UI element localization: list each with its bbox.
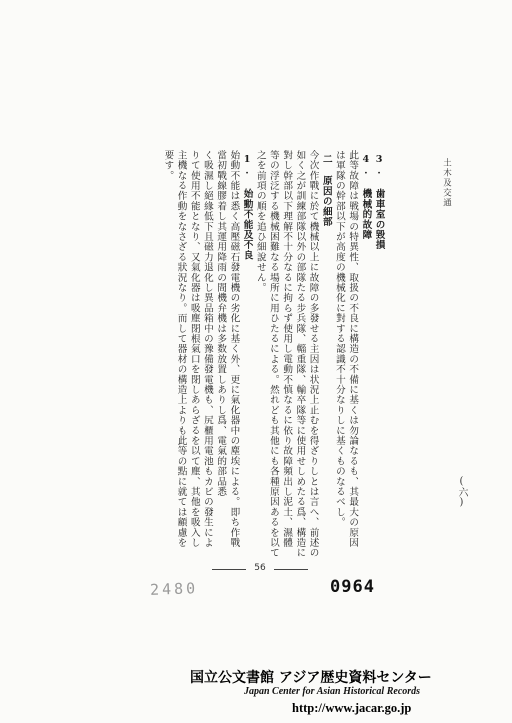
body-text-column: は軍隊の幹部以下が高度の機械化に對する認識不十分なりしに基くものなるべし。	[333, 150, 345, 528]
section-heading: 1. 始動不能及不良	[241, 154, 253, 261]
body-text-column: 始動不能は悉く高壓磁石發電機の劣化に基く外、更に氣化器中の塵埃による。即ち作戰	[228, 150, 240, 548]
page-number-text: 56	[254, 563, 266, 573]
footer-japanese-title: 国立公文書館 アジア歴史資料センター	[190, 670, 432, 686]
page-number	[212, 563, 308, 575]
body-text-column: 當初戰線膠着し其運用降雨の間機弁機は多数放置しありし爲、電氣的部品悉	[215, 150, 227, 497]
footer-english-title: Japan Center for Asian Historical Records	[244, 686, 421, 697]
body-text-column: く吸濕し絕緣低下且磁力退化し異品箱中の豫備發電機も、尻櫃用電池もカビの發生によ	[201, 150, 213, 548]
archive-footer	[180, 667, 506, 723]
page-mark: (六)	[456, 476, 467, 508]
document-number: 0964	[330, 577, 375, 597]
body-text-column: 對し幹部以下理解不十分なるに拘らず使用し電動不慎なるに依り故障頻出し泥土、濕體	[281, 150, 293, 548]
body-text-column: 要す。	[162, 150, 174, 181]
footer-url[interactable]: http://www.jacar.go.jp	[292, 701, 412, 715]
faint-archive-stamp: 2480	[149, 579, 199, 599]
body-text-column: 主機なる作動をなさざる狀況なり。而して器材の構造上よりも此等の點に就ては顧慮を	[175, 150, 187, 548]
body-text-column: 如く之が訓練部隊以外の部隊たる步兵隊、輜重隊、輸卒隊等に使用せしめたる爲、構造に	[294, 150, 306, 558]
running-header: 土木及交通	[441, 158, 452, 208]
section-heading: 4. 機械的故障	[360, 154, 372, 240]
body-text-column: 等の浮泛する機械困難なる場所に用ひたるによる。然れども其他にも各種原因あるを以て	[267, 150, 279, 558]
body-text-column: 今次作戰に於て機械以上に故障の多發せる主因は状況上止むを得ざりしとは言へ、前述の	[307, 150, 319, 558]
page-number-rule-left	[212, 569, 246, 570]
page-number-rule-right	[274, 569, 308, 570]
body-text-column: 此等故障は戦場の特異性、取扱の不良に構造の不備に基くは勿論なるも、其最大の原因	[347, 150, 359, 548]
body-text-column: りて使用不能となり、又氣化器は吸塵閉根氣口を閉しあらざるを以て塵、其他を吸入し	[188, 150, 200, 548]
section-heading: 3. 歯車室の毀損	[373, 154, 385, 250]
section-heading: 二 原因の細部	[320, 154, 332, 227]
body-text-column: 之を前項の順を追ひ細說せん。	[254, 150, 266, 293]
